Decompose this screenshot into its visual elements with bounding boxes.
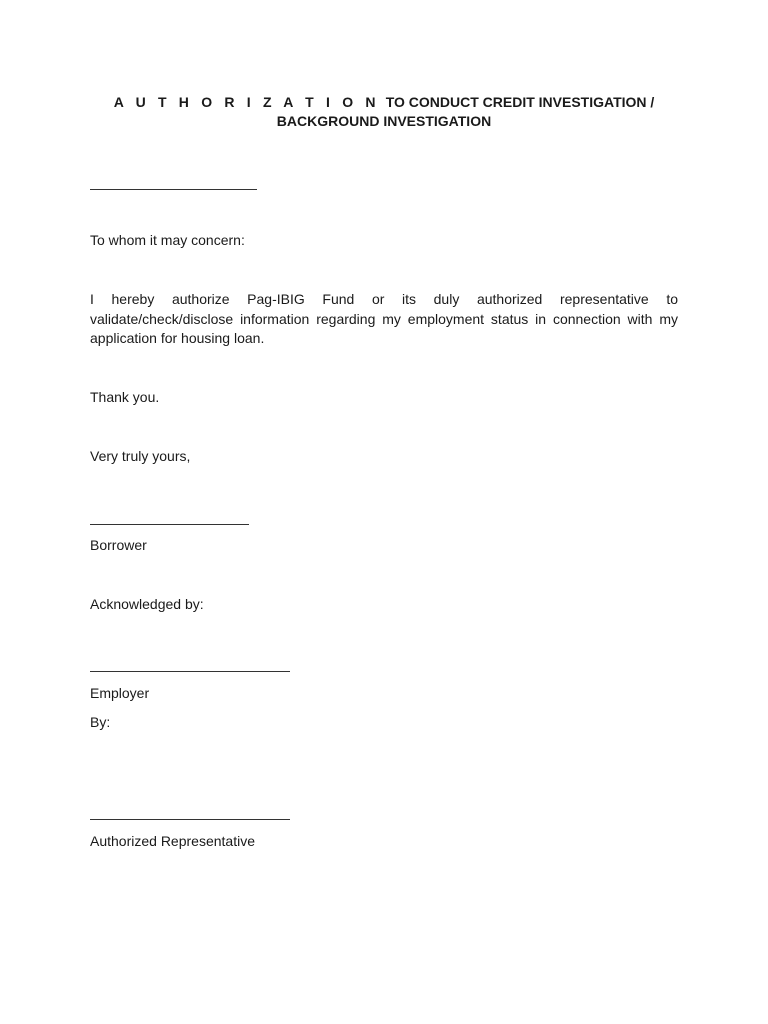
representative-signature-line: [90, 819, 290, 820]
closing-text: Very truly yours,: [90, 448, 191, 464]
employer-label: Employer: [90, 685, 150, 701]
title-authorization: A U T H O R I Z A T I O N: [113, 94, 380, 110]
borrower-label: Borrower: [90, 537, 147, 553]
authorization-body: I hereby authorize Pag-IBIG Fund or its duly authorized representative to validate/check/disclose information regarding my employment status in connection with my application for housing loan.: [90, 291, 678, 346]
representative-label: Authorized Representative: [90, 833, 255, 849]
by-label: By:: [90, 714, 111, 730]
acknowledged-label: Acknowledged by:: [90, 596, 204, 612]
document-title-line-2: BACKGROUND INVESTIGATION: [276, 113, 492, 129]
employer-signature-line: [90, 671, 290, 672]
salutation: To whom it may concern:: [90, 232, 245, 248]
document-title-line-1: [90, 93, 678, 112]
title-rest: TO CONDUCT CREDIT INVESTIGATION /: [385, 94, 655, 110]
date-signature-line: [90, 189, 257, 190]
thanks-text: Thank you.: [90, 389, 160, 405]
borrower-signature-line: [90, 524, 249, 525]
